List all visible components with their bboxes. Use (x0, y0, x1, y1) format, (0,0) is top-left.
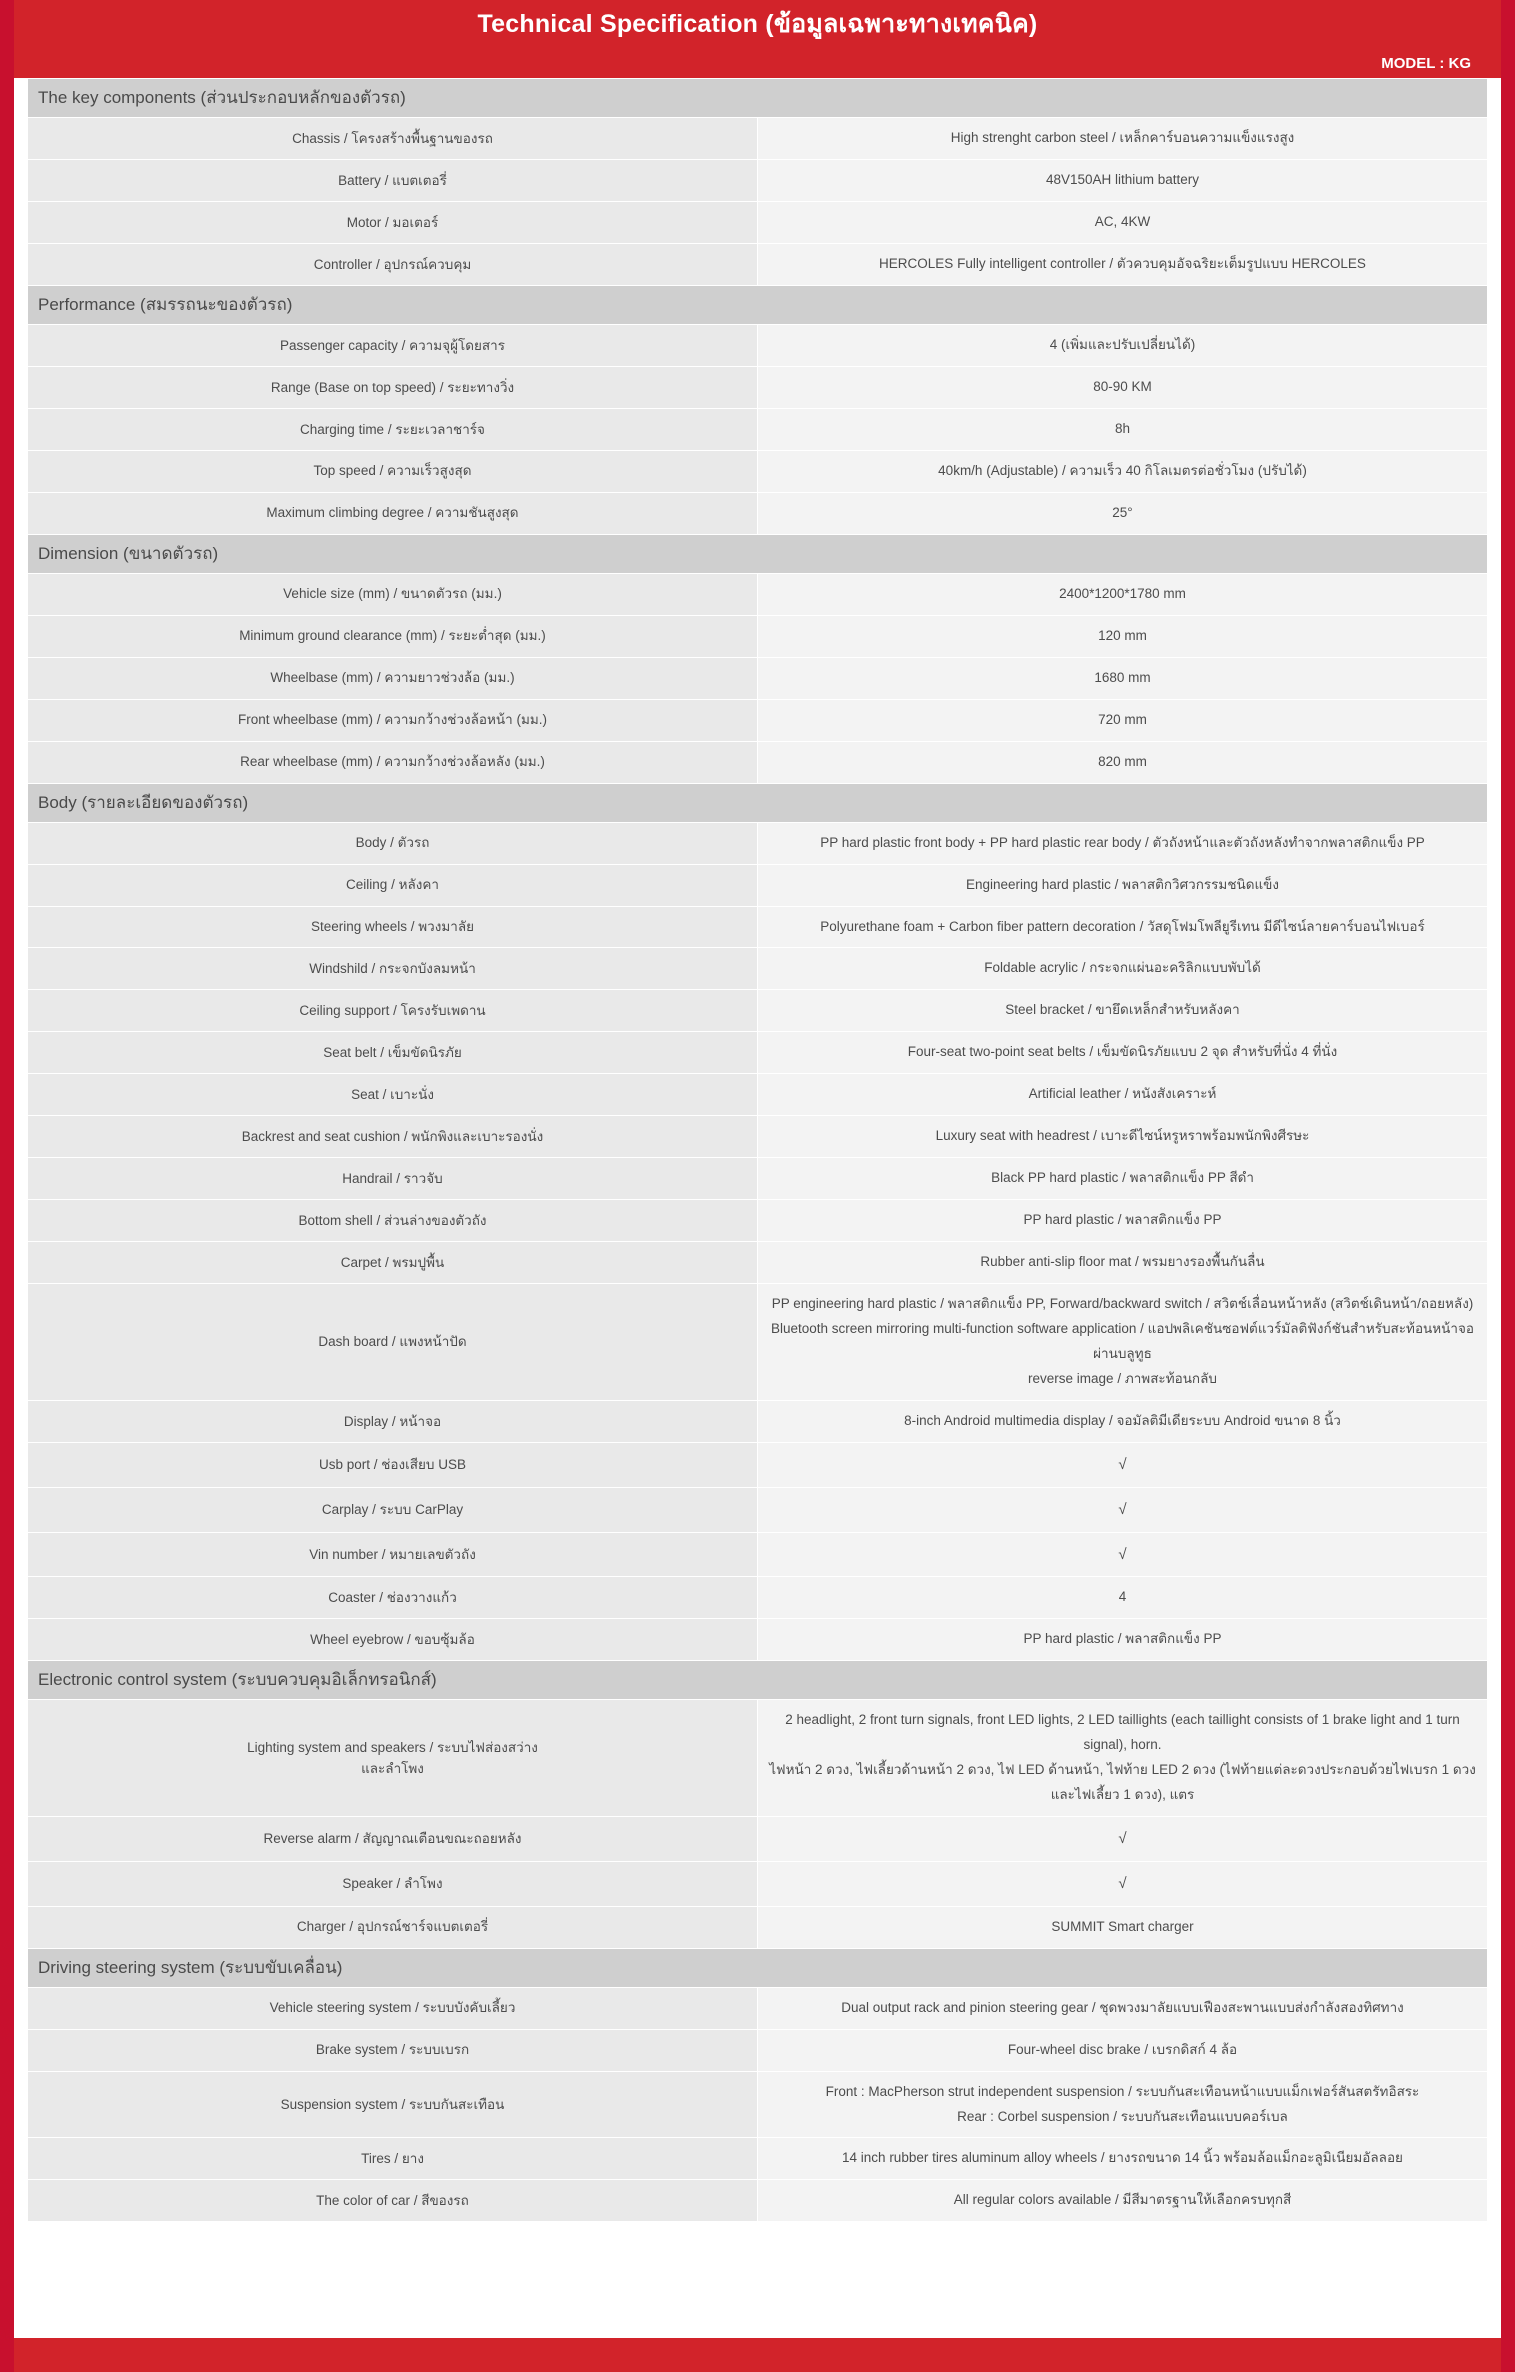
spec-value (758, 408, 1488, 450)
spec-value (758, 1074, 1488, 1116)
table-row (28, 450, 1487, 492)
table-row (28, 1242, 1487, 1284)
table-row (28, 1906, 1487, 1948)
spec-value (758, 1487, 1488, 1532)
table-row (28, 741, 1487, 783)
spec-value (758, 1116, 1488, 1158)
table-row (28, 1401, 1487, 1443)
spec-label: Ceiling support / โครงรับเพดาน (28, 990, 758, 1032)
table-row (28, 822, 1487, 864)
spec-value (758, 699, 1488, 741)
document-header-band (14, 0, 1501, 48)
spec-value-line: Artificial leather / หนังสังเคราะห์ (1028, 1086, 1217, 1102)
spec-value-line: Steel bracket / ขายึดเหล็กสำหรับหลังคา (1005, 1002, 1240, 1018)
spec-value-line: 120 mm (1098, 627, 1147, 643)
spec-label: Seat belt / เข็มขัดนิรภัย (28, 1032, 758, 1074)
table-row (28, 492, 1487, 534)
table-row (28, 864, 1487, 906)
spec-content (14, 78, 1501, 2222)
spec-value-line: 48V150AH lithium battery (1045, 171, 1200, 187)
spec-value-line: 1680 mm (1094, 669, 1151, 685)
spec-value (758, 615, 1488, 657)
spec-value (758, 2138, 1488, 2180)
spec-value (758, 657, 1488, 699)
table-row (28, 1817, 1487, 1862)
table-row (28, 1861, 1487, 1906)
spec-label: Brake system / ระบบเบรก (28, 2029, 758, 2071)
spec-value (758, 1532, 1488, 1577)
spec-value-line: 8h (1114, 420, 1131, 436)
spec-value (758, 2029, 1488, 2071)
table-row (28, 408, 1487, 450)
spec-label: Wheel eyebrow / ขอบซุ้มล้อ (28, 1619, 758, 1661)
spec-label: Tires / ยาง (28, 2138, 758, 2180)
spec-label: Windshild / กระจกบังลมหน้า (28, 948, 758, 990)
spec-value (758, 2071, 1488, 2138)
spec-label: Range (Base on top speed) / ระยะทางวิ่ง (28, 366, 758, 408)
spec-label: Vehicle size (mm) / ขนาดตัวรถ (มม.) (28, 573, 758, 615)
spec-label: Vin number / หมายเลขตัวถัง (28, 1532, 758, 1577)
table-row (28, 573, 1487, 615)
spec-value (758, 1401, 1488, 1443)
spec-value-line: Engineering hard plastic / พลาสติกวิศวกรรมชนิดแข็ง (965, 876, 1279, 892)
section-header-row (28, 79, 1487, 118)
table-row (28, 1619, 1487, 1661)
table-row (28, 1577, 1487, 1619)
spec-value (758, 118, 1488, 160)
spec-value-line: Foldable acrylic / กระจกแผ่นอะคริลิกแบบพับได้ (984, 960, 1261, 976)
spec-label: Dash board / แพงหน้าปัด (28, 1284, 758, 1401)
table-row (28, 1532, 1487, 1577)
spec-label: Usb port / ช่องเสียบ USB (28, 1443, 758, 1488)
spec-value (758, 2180, 1488, 2222)
spec-value-line: PP hard plastic front body + PP hard plastic rear body / ตัวถังหน้าและตัวถังหลังทำจากพลาสติกแข็ง PP (820, 834, 1425, 850)
spec-value-line: Four-seat two-point seat belts / เข็มขัดนิรภัยแบบ 2 จุด สำหรับที่นั่ง 4 ที่นั่ง (907, 1044, 1338, 1060)
spec-label: Handrail / ราวจับ (28, 1158, 758, 1200)
spec-value (758, 1443, 1488, 1488)
section-heading: Performance (สมรรถนะของตัวรถ) (28, 285, 1487, 324)
table-row (28, 118, 1487, 160)
spec-label: Carplay / ระบบ CarPlay (28, 1487, 758, 1532)
specification-table (28, 78, 1487, 2222)
spec-value-line: 2400*1200*1780 mm (1059, 585, 1186, 601)
spec-label: Steering wheels / พวงมาลัย (28, 906, 758, 948)
spec-label: Carpet / พรมปูพื้น (28, 1242, 758, 1284)
spec-label: Vehicle steering system / ระบบบังคับเลี้ยว (28, 1987, 758, 2029)
table-row (28, 615, 1487, 657)
spec-value-line: High strenght carbon steel / เหล็กคาร์บอนความแข็งแรงสูง (950, 130, 1295, 145)
spec-label: Display / หน้าจอ (28, 1401, 758, 1443)
spec-value-line: 4 (1118, 1589, 1127, 1605)
section-header-row (28, 285, 1487, 324)
spec-label: Controller / อุปกรณ์ควบคุม (28, 243, 758, 285)
spec-value (758, 492, 1488, 534)
spec-value (758, 1158, 1488, 1200)
table-row (28, 243, 1487, 285)
spec-label: Maximum climbing degree / ความชันสูงสุด (28, 492, 758, 534)
model-label: MODEL : KG (1381, 54, 1471, 72)
spec-value (758, 1284, 1488, 1401)
spec-value-line: Bluetooth screen mirroring multi-function software application / แอปพลิเคชันซอฟต์แวร์มัลติฟังก์ชันสำหรับสะท้อนหน้าจอผ่านบลูทูธ (770, 1321, 1475, 1362)
spec-value-line: SUMMIT Smart charger (1051, 1918, 1194, 1934)
spec-label: Reverse alarm / สัญญาณเตือนขณะถอยหลัง (28, 1817, 758, 1862)
spec-value-line: PP hard plastic / พลาสติกแข็ง PP (1023, 1631, 1222, 1647)
spec-value-line: 820 mm (1098, 753, 1147, 769)
spec-value-line: 8-inch Android multimedia display / จอมัลติมีเดียระบบ Android ขนาด 8 นิ้ว (904, 1413, 1341, 1429)
section-heading: The key components (ส่วนประกอบหลักของตัวรถ) (28, 79, 1487, 118)
check-icon: √ (1118, 1830, 1127, 1848)
spec-label: Bottom shell / ส่วนล่างของตัวถัง (28, 1200, 758, 1242)
page-title: Technical Specification (ข้อมูลเฉพาะทางเทคนิค) (477, 10, 1038, 38)
spec-label: Ceiling / หลังคา (28, 864, 758, 906)
check-icon: √ (1118, 1500, 1127, 1518)
spec-label: Rear wheelbase (mm) / ความกว้างช่วงล้อหลัง (มม.) (28, 741, 758, 783)
spec-value-line: 40km/h (Adjustable) / ความเร็ว 40 กิโลเมตรต่อชั่วโมง (ปรับได้) (938, 462, 1307, 478)
spec-value (758, 450, 1488, 492)
spec-value (758, 1200, 1488, 1242)
spec-value (758, 1906, 1488, 1948)
table-row (28, 2029, 1487, 2071)
spec-value (758, 159, 1488, 201)
table-row (28, 1700, 1487, 1817)
spec-value (758, 573, 1488, 615)
section-header-row (28, 534, 1487, 573)
spec-value (758, 864, 1488, 906)
spec-value (758, 948, 1488, 990)
section-header-row (28, 783, 1487, 822)
table-row (28, 1987, 1487, 2029)
table-row (28, 1443, 1487, 1488)
table-row (28, 159, 1487, 201)
table-row (28, 1487, 1487, 1532)
table-row (28, 324, 1487, 366)
table-row (28, 948, 1487, 990)
spec-value (758, 243, 1488, 285)
spec-label: Wheelbase (mm) / ความยาวช่วงล้อ (มม.) (28, 657, 758, 699)
table-row (28, 699, 1487, 741)
spec-label: Body / ตัวรถ (28, 822, 758, 864)
spec-value-line: 4 (เพิ่มและปรับเปลี่ยนได้) (1049, 336, 1196, 352)
table-row (28, 1200, 1487, 1242)
table-row (28, 2071, 1487, 2138)
spec-value-line: HERCOLES Fully intelligent controller / ตัวควบคุมอัจฉริยะเต็มรูปแบบ HERCOLES (879, 255, 1366, 271)
spec-label: Coaster / ช่องวางแก้ว (28, 1577, 758, 1619)
spec-value-line: 25° (1112, 504, 1133, 520)
spec-value (758, 990, 1488, 1032)
spec-value-line: Dual output rack and pinion steering gear / ชุดพวงมาลัยแบบเฟืองสะพานแบบส่งกำลังสองทิศทาง (841, 1999, 1404, 2015)
spec-value (758, 324, 1488, 366)
spec-label: Backrest and seat cushion / พนักพิงและเบาะรองนั่ง (28, 1116, 758, 1158)
spec-value-line: All regular colors available / มีสีมาตรฐานให้เลือกครบทุกสี (953, 2192, 1292, 2208)
table-row (28, 1284, 1487, 1401)
spec-label: Top speed / ความเร็วสูงสุด (28, 450, 758, 492)
table-row (28, 2180, 1487, 2222)
spec-value (758, 366, 1488, 408)
spec-value (758, 822, 1488, 864)
section-header-row (28, 1661, 1487, 1700)
spec-value (758, 1987, 1488, 2029)
spec-label: Suspension system / ระบบกันสะเทือน (28, 2071, 758, 2138)
spec-value-line: 720 mm (1098, 711, 1147, 727)
spec-label: Front wheelbase (mm) / ความกว้างช่วงล้อหน้า (มม.) (28, 699, 758, 741)
spec-label: Charger / อุปกรณ์ชาร์จแบตเตอรี่ (28, 1906, 758, 1948)
spec-value-line: 2 headlight, 2 front turn signals, front LED lights, 2 LED taillights (each taillight consists of 1 brake light and 1 turn signal), horn. (785, 1712, 1460, 1753)
spec-label: Lighting system and speakers / ระบบไฟส่องสว่าง และลำโพง (28, 1700, 758, 1817)
table-row (28, 2138, 1487, 2180)
table-row (28, 1074, 1487, 1116)
spec-value-line: Rear : Corbel suspension / ระบบกันสะเทือนแบบคอร์เบล (957, 2108, 1288, 2124)
section-heading: Body (รายละเอียดของตัวรถ) (28, 783, 1487, 822)
spec-value (758, 1817, 1488, 1862)
spec-value-line: PP engineering hard plastic / พลาสติกแข็ง PP, Forward/backward switch / สวิตช์เลื่อนหน้าหลัง (สวิตช์เดินหน้า/ถอยหลัง) (771, 1296, 1474, 1312)
spec-label: Passenger capacity / ความจุผู้โดยสาร (28, 324, 758, 366)
spec-value-line: AC, 4KW (1094, 213, 1151, 229)
table-row (28, 906, 1487, 948)
section-heading: Driving steering system (ระบบขับเคลื่อน) (28, 1948, 1487, 1987)
spec-value-line: Four-wheel disc brake / เบรกดิสก์ 4 ล้อ (1007, 2041, 1238, 2057)
spec-value (758, 1577, 1488, 1619)
model-band (14, 48, 1501, 78)
spec-value-line: Front : MacPherson strut independent suspension / ระบบกันสะเทือนหน้าแบบแม็กเฟอร์สันสตรัทอิสระ (825, 2083, 1420, 2099)
spec-value-line: 80-90 KM (1093, 378, 1152, 394)
spec-label: Speaker / ลำโพง (28, 1861, 758, 1906)
spec-label: The color of car / สีของรถ (28, 2180, 758, 2222)
table-row (28, 1116, 1487, 1158)
spec-value (758, 741, 1488, 783)
spec-value-line: reverse image / ภาพสะท้อนกลับ (1028, 1371, 1217, 1387)
table-row (28, 1032, 1487, 1074)
spec-value-line: 14 inch rubber tires aluminum alloy wheels / ยางรถขนาด 14 นิ้ว พร้อมล้อแม็กอะลูมิเนียมอัลลอย (842, 2150, 1403, 2166)
spec-value (758, 1700, 1488, 1817)
spec-value (758, 1861, 1488, 1906)
spec-value-line: Rubber anti-slip floor mat / พรมยางรองพื้นกันลื่น (980, 1254, 1265, 1270)
spec-value (758, 201, 1488, 243)
table-row (28, 657, 1487, 699)
table-row (28, 366, 1487, 408)
section-heading: Electronic control system (ระบบควบคุมอิเล็กทรอนิกส์) (28, 1661, 1487, 1700)
spec-value-line: PP hard plastic / พลาสติกแข็ง PP (1023, 1212, 1222, 1228)
spec-value (758, 1619, 1488, 1661)
section-heading: Dimension (ขนาดตัวรถ) (28, 534, 1487, 573)
spec-label: Charging time / ระยะเวลาชาร์จ (28, 408, 758, 450)
spec-label: Chassis / โครงสร้างพื้นฐานของรถ (28, 118, 758, 160)
table-row (28, 990, 1487, 1032)
section-header-row (28, 1948, 1487, 1987)
spec-label: Motor / มอเตอร์ (28, 201, 758, 243)
spec-label: Seat / เบาะนั่ง (28, 1074, 758, 1116)
spec-label: Minimum ground clearance (mm) / ระยะต่ำสุด (มม.) (28, 615, 758, 657)
check-icon: √ (1118, 1874, 1127, 1892)
check-icon: √ (1118, 1545, 1127, 1563)
spec-value-line: Luxury seat with headrest / เบาะดีไซน์หรูหราพร้อมพนักพิงศีรษะ (935, 1128, 1310, 1144)
check-icon: √ (1118, 1456, 1127, 1474)
spec-value-line: Black PP hard plastic / พลาสติกแข็ง PP สีดำ (991, 1170, 1254, 1186)
spec-value-line: Polyurethane foam + Carbon fiber pattern decoration / วัสดุโฟมโพลียูรีเทน มีดีไซน์ลายคาร์บอนไฟเบอร์ (820, 918, 1425, 934)
document-footer-band (14, 2338, 1501, 2372)
spec-value-line: ไฟหน้า 2 ดวง, ไฟเลี้ยวด้านหน้า 2 ดวง, ไฟ LED ด้านหน้า, ไฟท้าย LED 2 ดวง (ไฟท้ายแต่ละดวงประกอบด้วยไฟเบรก 1 ดวง และไฟเลี้ยว 1 ดวง), แตร (769, 1762, 1476, 1803)
table-row (28, 201, 1487, 243)
spec-value (758, 1242, 1488, 1284)
spec-label: Battery / แบตเตอรี่ (28, 159, 758, 201)
spec-value (758, 906, 1488, 948)
table-row (28, 1158, 1487, 1200)
spec-value (758, 1032, 1488, 1074)
